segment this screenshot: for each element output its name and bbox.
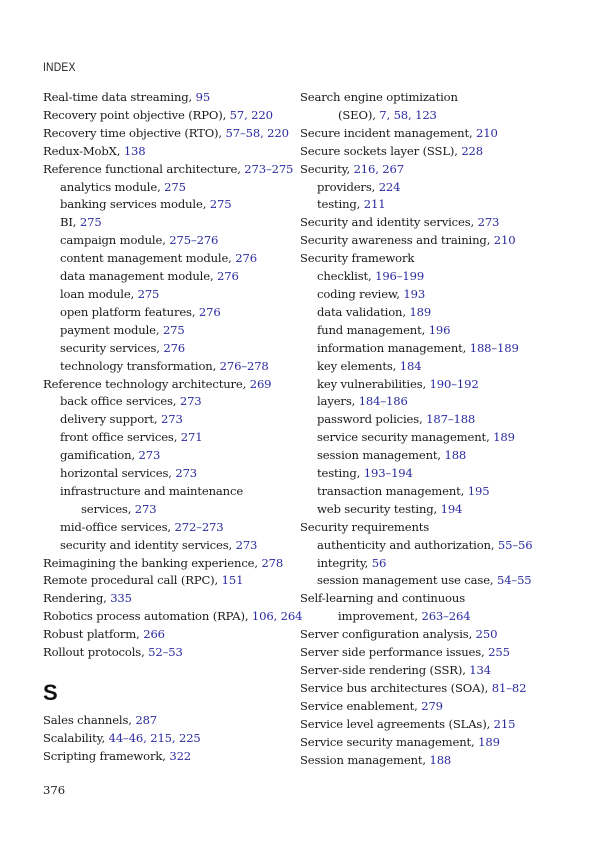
index-entry [43,143,313,161]
index-subentry [43,501,313,519]
index-term: Scripting framework, [43,748,170,763]
index-subentry [300,304,570,322]
index-entry [300,752,570,770]
index-entries-s [43,712,313,766]
index-entry [43,590,313,608]
page-reference-link[interactable]: 276 [163,340,186,355]
index-subentry [300,537,570,555]
page-reference-link[interactable]: 228 [461,143,483,158]
index-subentry [300,322,570,340]
index-term: testing, [317,466,364,481]
page-reference-link[interactable]: 188 [429,752,452,767]
index-subentry [300,107,570,125]
index-term: content management module, [60,251,236,266]
index-term: checklist, [317,269,376,284]
index-term: Remote procedural call (RPC), [43,573,222,588]
index-term: Recovery time objective (RTO), [43,125,226,140]
index-term: front office services, [60,430,181,445]
index-term: password policies, [317,412,427,427]
index-entry [300,214,570,232]
index-entry [300,519,570,537]
page-reference-link[interactable]: 266 [143,627,165,642]
index-entry [300,626,570,644]
index-term: Search engine optimization [300,90,458,104]
page-reference-link[interactable]: 273 [179,394,202,409]
index-entry [43,572,313,590]
index-term: Security awareness and training, [300,233,494,248]
page-reference-link[interactable]: 272–273 [174,519,224,534]
index-entry [300,698,570,716]
section-letter-heading: S [43,680,58,705]
index-term: Service level agreements (SLAs), [300,716,494,731]
index-term: Secure incident management, [300,125,477,140]
index-term: Security framework [300,251,415,266]
index-entry [300,716,570,734]
index-term: Rendering, [43,591,111,606]
index-term: data validation, [317,304,410,319]
page-reference-link[interactable]: 55–56 [497,537,533,552]
index-term: service security management, [317,430,494,445]
index-term: integrity, [317,555,372,570]
index-term: campaign module, [60,233,170,248]
index-term: Robust platform, [43,627,144,642]
page-reference-link[interactable]: 275 [209,197,232,212]
page-reference-link[interactable]: 276–278 [219,358,269,373]
page-reference-link[interactable]: 95 [195,90,211,104]
index-entry [300,161,570,179]
index-subentry [300,286,570,304]
index-subentry [300,196,570,214]
index-term: infrastructure and maintenance [60,483,244,498]
index-term: key vulnerabilities, [317,376,430,391]
index-entry [300,232,570,250]
index-term: delivery support, [60,412,161,427]
page-reference-link[interactable]: 138 [123,143,146,158]
index-term: web security testing, [317,501,441,516]
page-reference-link[interactable]: 273 [161,412,183,427]
index-term: banking services module, [60,197,210,212]
index-term: mid-office services, [60,519,175,534]
page-reference-link[interactable]: 44–46, 215, 225 [108,730,201,745]
index-subentry [43,179,313,197]
page-reference-link[interactable]: 276 [198,304,221,319]
index-term: open platform features, [60,304,199,319]
page-reference-link[interactable]: 335 [110,591,132,606]
page-reference-link[interactable]: 184 [399,358,422,373]
page-reference-link[interactable]: 194 [440,501,463,516]
page-reference-link[interactable]: 275 [164,179,186,194]
index-subentry [300,465,570,483]
index-subentry [300,358,570,376]
page-reference-link[interactable]: 189 [409,304,432,319]
index-entry [300,644,570,662]
index-subentry [43,465,313,483]
page-reference-link[interactable]: 189 [493,430,515,445]
index-term: (SEO), [338,107,380,122]
index-term: security services, [60,340,164,355]
index-term: data management module, [60,269,218,284]
page-reference-link[interactable]: 273 [235,537,258,552]
page-reference-link[interactable]: 278 [261,555,284,570]
page-reference-link[interactable]: 279 [421,698,443,713]
index-entry [300,734,570,752]
page-reference-link[interactable]: 273 [477,215,500,230]
index-term: Server-side rendering (SSR), [300,663,470,677]
index-subentry [43,304,313,322]
index-term: improvement, [338,609,422,624]
index-entries-s-continued [300,89,570,769]
index-subentry [300,608,570,626]
index-entry [43,730,313,748]
page-reference-link[interactable]: 211 [363,197,386,212]
page-reference-link[interactable]: 81–82 [491,680,527,695]
index-subentry [300,483,570,501]
page-reference-link[interactable]: 195 [467,483,490,498]
index-term: Robotics process automation (RPA), [43,609,252,624]
index-subentry [43,411,313,429]
index-entry [300,662,570,680]
index-entry [43,555,313,573]
index-entry [300,143,570,161]
page-reference-link[interactable]: 56 [371,555,387,570]
index-term: session management, [317,448,445,463]
index-term: Real-time data streaming, [43,90,196,104]
page-reference-link[interactable]: 224 [378,179,401,194]
index-subentry [43,214,313,232]
index-subentry [300,411,570,429]
page-number: 376 [43,783,66,797]
running-head: INDEX [43,62,76,74]
index-subentry [300,447,570,465]
index-term: payment module, [60,322,163,337]
page-reference-link[interactable]: 273 [138,448,161,463]
index-term: Scalability, [43,730,109,745]
page-reference-link[interactable]: 196–199 [375,269,425,284]
index-entry [43,107,313,125]
index-term: Redux-MobX, [43,143,124,158]
index-term: providers, [317,179,379,194]
index-subentry [300,268,570,286]
index-entry [43,644,313,662]
page-reference-link[interactable]: 196 [428,322,451,337]
page-reference-link[interactable]: 52–53 [148,645,183,660]
index-term: Rollout protocols, [43,645,149,660]
index-term: Reimagining the banking experience, [43,555,262,570]
index-term: coding review, [317,286,404,301]
index-entries-r [43,89,313,662]
index-entry [43,89,313,107]
index-subentry [43,483,313,501]
index-term: Reference functional architecture, [43,161,245,176]
page-reference-link[interactable]: 287 [135,713,158,727]
index-entry [43,608,313,626]
index-column-right [300,89,570,769]
index-subentry [43,429,313,447]
index-term: Server side performance issues, [300,645,489,660]
index-term: Recovery point objective (RPO), [43,107,230,122]
page-reference-link[interactable]: 184–186 [358,394,408,409]
index-subentry [300,555,570,573]
index-entry [43,376,313,394]
index-term: Service security management, [300,734,479,749]
index-entry [43,712,313,730]
page-reference-link[interactable]: 275 [162,322,185,337]
index-term: Security and identity services, [300,215,478,230]
page-reference-link[interactable]: 54–55 [496,573,532,588]
index-term: transaction management, [317,483,468,498]
index-term: Security, [300,161,354,176]
index-entry [43,748,313,766]
index-term: layers, [317,394,359,409]
index-subentry [43,393,313,411]
index-subentry [300,572,570,590]
page-reference-link[interactable]: 151 [221,573,244,588]
index-entry [300,125,570,143]
page-reference-link[interactable]: 210 [493,233,516,248]
page-reference-link[interactable]: 275 [79,215,102,230]
index-subentry [300,501,570,519]
page-reference-link[interactable]: 193 [403,286,426,301]
index-term: back office services, [60,394,180,409]
index-term: session management use case, [317,573,497,588]
page-reference-link[interactable]: 263–264 [421,609,471,624]
index-entry [43,125,313,143]
index-term: key elements, [317,358,400,373]
index-entry [300,590,570,608]
index-subentry [43,196,313,214]
page-reference-link[interactable]: 7, 58, 123 [379,107,437,122]
page-reference-link[interactable]: 57–58, 220 [225,125,289,140]
index-term: BI, [60,215,80,230]
page-reference-link[interactable]: 276 [235,251,257,266]
page-reference-link[interactable]: 275 [137,286,160,301]
index-subentry [43,358,313,376]
index-subentry [43,286,313,304]
index-term: services, [81,501,135,516]
index-term: technology transformation, [60,358,220,373]
index-term: Sales channels, [43,713,136,727]
page-reference-link[interactable]: 250 [475,627,498,642]
index-term: Security requirements [300,519,430,534]
page-reference-link[interactable]: 255 [488,645,510,660]
page-reference-link[interactable]: 271 [180,430,203,445]
page-reference-link[interactable]: 106, 264 [251,609,303,624]
page-reference-link[interactable]: 189 [478,734,500,749]
index-term: Service enablement, [300,698,422,713]
page-reference-link[interactable]: 188 [444,448,467,463]
page-reference-link[interactable]: 215 [493,716,516,731]
index-subentry [43,268,313,286]
index-term: analytics module, [60,179,165,194]
index-term: Secure sockets layer (SSL), [300,143,462,158]
index-subentry [300,340,570,358]
index-subentry [300,376,570,394]
page-reference-link[interactable]: 275–276 [169,233,219,248]
index-entry [300,250,570,268]
page-reference-link[interactable]: 273 [134,501,157,516]
index-term: loan module, [60,286,138,301]
index-subentry [43,447,313,465]
index-subentry [43,519,313,537]
index-term: Server configuration analysis, [300,627,476,642]
index-term: Service bus architectures (SOA), [300,680,492,695]
page-reference-link[interactable]: 216, 267 [353,161,404,176]
index-term: Session management, [300,752,430,767]
index-term: testing, [317,197,364,212]
page-reference-link[interactable]: 210 [476,125,498,140]
page-reference-link[interactable]: 193–194 [363,466,413,481]
page-reference-link[interactable]: 190–192 [429,376,479,391]
index-term: gamification, [60,448,139,463]
index-subentry [43,232,313,250]
page-reference-link[interactable]: 134 [469,663,491,677]
index-entry [300,680,570,698]
index-subentry [300,393,570,411]
index-subentry [300,429,570,447]
index-column-left [43,89,313,766]
index-subentry [43,250,313,268]
index-term: authenticity and authorization, [317,537,498,552]
page-reference-link[interactable]: 188–189 [469,340,519,355]
index-term: fund management, [317,322,429,337]
index-term: Reference technology architecture, [43,376,250,391]
page-reference-link[interactable]: 269 [249,376,272,391]
index-subentry [43,322,313,340]
index-term: information management, [317,340,470,355]
page-reference-link[interactable]: 187–188 [426,412,476,427]
index-subentry [43,340,313,358]
page-reference-link[interactable]: 276 [217,269,239,284]
index-entry [43,161,313,179]
index-entry [43,626,313,644]
index-subentry [300,179,570,197]
page-reference-link[interactable]: 57, 220 [229,107,273,122]
index-term: security and identity services, [60,537,236,552]
index-term: Self-learning and continuous [300,591,466,606]
index-term: horizontal services, [60,466,176,481]
page-reference-link[interactable]: 322 [169,748,192,763]
page-reference-link[interactable]: 273–275 [244,161,294,176]
index-entry [300,89,570,107]
page-reference-link[interactable]: 273 [175,466,198,481]
index-subentry [43,537,313,555]
